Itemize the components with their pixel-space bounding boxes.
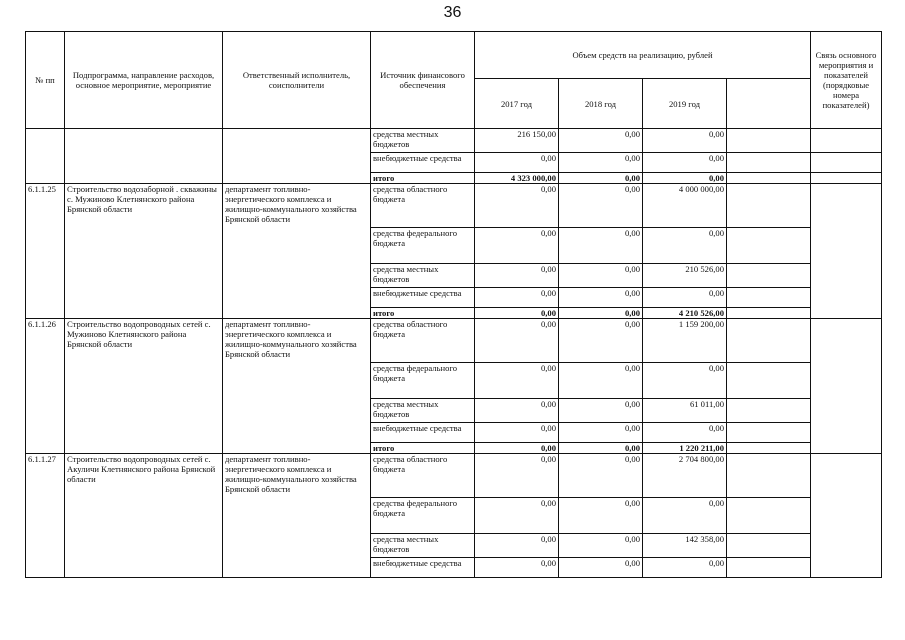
header-source: Источник финансового обеспечения bbox=[371, 32, 475, 129]
source-cell: средства областного бюджета bbox=[371, 454, 475, 498]
cont-code-cell bbox=[26, 129, 65, 184]
header-year-2019: 2019 год bbox=[643, 79, 727, 129]
value-2017-cell: 0,00 bbox=[475, 184, 559, 228]
value-2018-cell: 0,00 bbox=[559, 363, 643, 399]
value-2018-cell: 0,00 bbox=[559, 173, 643, 184]
source-cell: внебюджетные средства bbox=[371, 288, 475, 308]
table-row bbox=[26, 319, 882, 363]
empty-cell bbox=[727, 423, 811, 443]
page-number: 36 bbox=[443, 4, 462, 21]
table-row bbox=[26, 129, 882, 153]
value-2019-cell: 210 526,00 bbox=[643, 264, 727, 288]
link-cell bbox=[811, 173, 882, 184]
empty-cell bbox=[727, 184, 811, 228]
header-num: № пп bbox=[26, 32, 65, 129]
value-2018-cell: 0,00 bbox=[559, 558, 643, 578]
value-2018-cell: 0,00 bbox=[559, 454, 643, 498]
source-cell: итого bbox=[371, 173, 475, 184]
value-2017-cell: 0,00 bbox=[475, 319, 559, 363]
header-volume: Объем средств на реализацию, рублей bbox=[475, 32, 811, 79]
source-cell: внебюджетные средства bbox=[371, 558, 475, 578]
value-2019-cell: 142 358,00 bbox=[643, 534, 727, 558]
value-2017-cell: 0,00 bbox=[475, 228, 559, 264]
value-2019-cell: 0,00 bbox=[643, 498, 727, 534]
value-2018-cell: 0,00 bbox=[559, 264, 643, 288]
value-2017-cell: 0,00 bbox=[475, 423, 559, 443]
budget-table bbox=[25, 31, 882, 578]
item-program: Строительство водопроводных сетей с. Мужиново Клетнянского района Брянской области bbox=[65, 319, 223, 454]
empty-cell bbox=[727, 173, 811, 184]
value-2018-cell: 0,00 bbox=[559, 129, 643, 153]
empty-cell bbox=[727, 399, 811, 423]
value-2017-cell: 216 150,00 bbox=[475, 129, 559, 153]
item-code: 6.1.1.25 bbox=[26, 184, 65, 319]
table-body bbox=[26, 129, 882, 578]
empty-cell bbox=[727, 228, 811, 264]
source-cell: средства федерального бюджета bbox=[371, 228, 475, 264]
value-2019-cell: 4 210 526,00 bbox=[643, 308, 727, 319]
cont-executor-cell bbox=[223, 129, 371, 184]
source-cell: внебюджетные средства bbox=[371, 423, 475, 443]
empty-cell bbox=[727, 363, 811, 399]
item-program: Строительство водопроводных сетей с. Акуличи Клетнянского района Брянской области bbox=[65, 454, 223, 578]
item-code: 6.1.1.26 bbox=[26, 319, 65, 454]
value-2018-cell: 0,00 bbox=[559, 153, 643, 173]
value-2017-cell: 0,00 bbox=[475, 308, 559, 319]
link-cell bbox=[811, 184, 882, 319]
header-empty bbox=[727, 79, 811, 129]
value-2019-cell: 0,00 bbox=[643, 558, 727, 578]
value-2019-cell: 4 000 000,00 bbox=[643, 184, 727, 228]
source-cell: средства областного бюджета bbox=[371, 319, 475, 363]
value-2018-cell: 0,00 bbox=[559, 184, 643, 228]
link-cell bbox=[811, 454, 882, 578]
value-2017-cell: 0,00 bbox=[475, 363, 559, 399]
value-2017-cell: 0,00 bbox=[475, 558, 559, 578]
link-cell bbox=[811, 153, 882, 173]
value-2019-cell: 0,00 bbox=[643, 153, 727, 173]
table-row bbox=[26, 184, 882, 228]
value-2017-cell: 4 323 000,00 bbox=[475, 173, 559, 184]
source-cell: итого bbox=[371, 443, 475, 454]
value-2019-cell: 0,00 bbox=[643, 288, 727, 308]
header-link: Связь основного мероприятия и показателей (порядковые номера показателей) bbox=[811, 32, 882, 129]
item-program: Строительство водозаборной . скважины с. Мужиново Клетнянского района Брянской области bbox=[65, 184, 223, 319]
cont-program-cell bbox=[65, 129, 223, 184]
item-executor: департамент топливно-энергетического комплекса и жилищно-коммунального хозяйства Брянской области bbox=[223, 319, 371, 454]
item-executor: департамент топливно-энергетического комплекса и жилищно-коммунального хозяйства Брянской области bbox=[223, 454, 371, 578]
source-cell: внебюджетные средства bbox=[371, 153, 475, 173]
value-2017-cell: 0,00 bbox=[475, 454, 559, 498]
empty-cell bbox=[727, 308, 811, 319]
empty-cell bbox=[727, 558, 811, 578]
source-cell: средства местных бюджетов bbox=[371, 534, 475, 558]
value-2018-cell: 0,00 bbox=[559, 443, 643, 454]
empty-cell bbox=[727, 498, 811, 534]
value-2017-cell: 0,00 bbox=[475, 534, 559, 558]
value-2019-cell: 0,00 bbox=[643, 363, 727, 399]
value-2017-cell: 0,00 bbox=[475, 443, 559, 454]
item-executor: департамент топливно-энергетического комплекса и жилищно-коммунального хозяйства Брянской области bbox=[223, 184, 371, 319]
value-2018-cell: 0,00 bbox=[559, 308, 643, 319]
value-2019-cell: 61 011,00 bbox=[643, 399, 727, 423]
value-2018-cell: 0,00 bbox=[559, 399, 643, 423]
value-2017-cell: 0,00 bbox=[475, 153, 559, 173]
header-program: Подпрограмма, направление расходов, основное мероприятие, мероприятие bbox=[65, 32, 223, 129]
source-cell: средства местных бюджетов bbox=[371, 399, 475, 423]
value-2018-cell: 0,00 bbox=[559, 498, 643, 534]
empty-cell bbox=[727, 443, 811, 454]
value-2019-cell: 0,00 bbox=[643, 173, 727, 184]
value-2018-cell: 0,00 bbox=[559, 423, 643, 443]
value-2019-cell: 0,00 bbox=[643, 228, 727, 264]
header-executor: Ответственный исполнитель, соисполнители bbox=[223, 32, 371, 129]
table-row bbox=[26, 454, 882, 498]
value-2018-cell: 0,00 bbox=[559, 288, 643, 308]
value-2017-cell: 0,00 bbox=[475, 498, 559, 534]
source-cell: средства федерального бюджета bbox=[371, 363, 475, 399]
link-cell bbox=[811, 319, 882, 454]
value-2019-cell: 1 159 200,00 bbox=[643, 319, 727, 363]
header-year-2017: 2017 год bbox=[475, 79, 559, 129]
source-cell: итого bbox=[371, 308, 475, 319]
empty-cell bbox=[727, 534, 811, 558]
value-2017-cell: 0,00 bbox=[475, 264, 559, 288]
source-cell: средства областного бюджета bbox=[371, 184, 475, 228]
link-cell bbox=[811, 129, 882, 153]
value-2018-cell: 0,00 bbox=[559, 534, 643, 558]
item-code: 6.1.1.27 bbox=[26, 454, 65, 578]
value-2019-cell: 2 704 800,00 bbox=[643, 454, 727, 498]
empty-cell bbox=[727, 454, 811, 498]
value-2017-cell: 0,00 bbox=[475, 399, 559, 423]
source-cell: средства федерального бюджета bbox=[371, 498, 475, 534]
source-cell: средства местных бюджетов bbox=[371, 129, 475, 153]
empty-cell bbox=[727, 288, 811, 308]
value-2017-cell: 0,00 bbox=[475, 288, 559, 308]
value-2019-cell: 0,00 bbox=[643, 423, 727, 443]
value-2018-cell: 0,00 bbox=[559, 319, 643, 363]
value-2018-cell: 0,00 bbox=[559, 228, 643, 264]
source-cell: средства местных бюджетов bbox=[371, 264, 475, 288]
value-2019-cell: 1 220 211,00 bbox=[643, 443, 727, 454]
empty-cell bbox=[727, 153, 811, 173]
empty-cell bbox=[727, 319, 811, 363]
value-2019-cell: 0,00 bbox=[643, 129, 727, 153]
empty-cell bbox=[727, 264, 811, 288]
header-year-2018: 2018 год bbox=[559, 79, 643, 129]
empty-cell bbox=[727, 129, 811, 153]
